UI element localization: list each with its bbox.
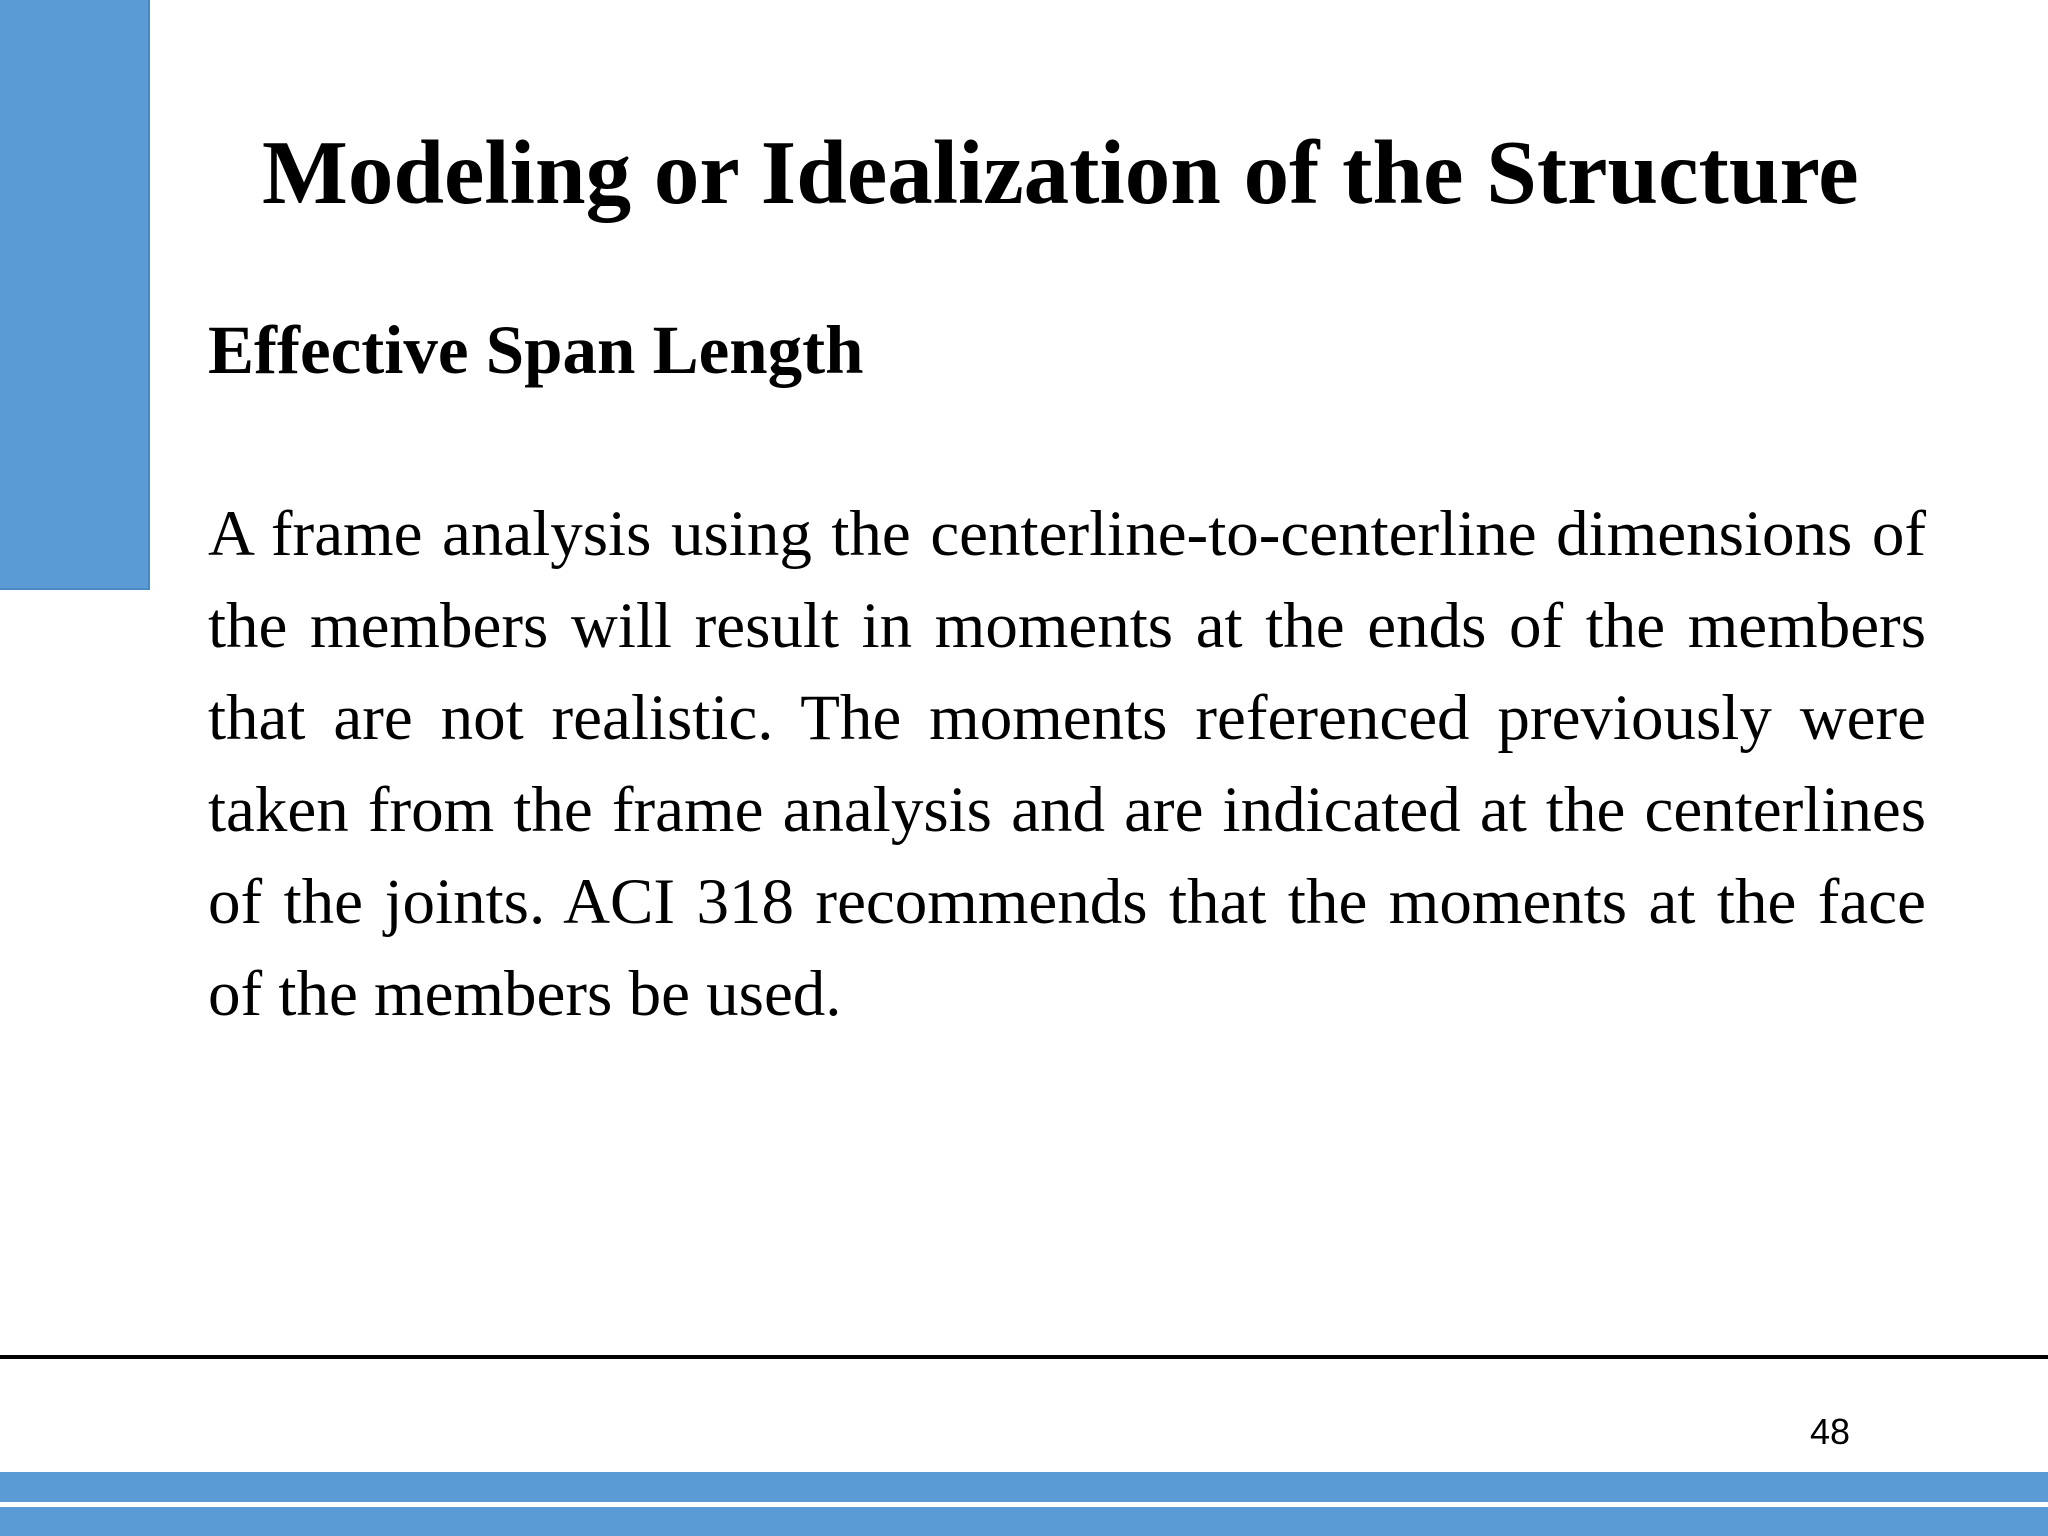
page-number: 48 [1809,1411,1851,1452]
side-accent-bar [0,0,150,590]
bottom-accent-band-bottom [0,1507,2048,1536]
bottom-accent-band-top [0,1472,2048,1502]
slide-title: Modeling or Idealization of the Structure [262,122,1859,223]
footer-divider [0,1355,2048,1359]
section-heading: Effective Span Length [208,312,864,388]
body-paragraph: A frame analysis using the centerline-to-centerline dimensions of the members will result in moments at the ends of the members that are not realistic. The moments referenced previously were taken from the frame analysis and are indicated at the centerlines of the joints. ACI 318 recommends that the moments at the face of the members be used. [208,498,1926,1030]
